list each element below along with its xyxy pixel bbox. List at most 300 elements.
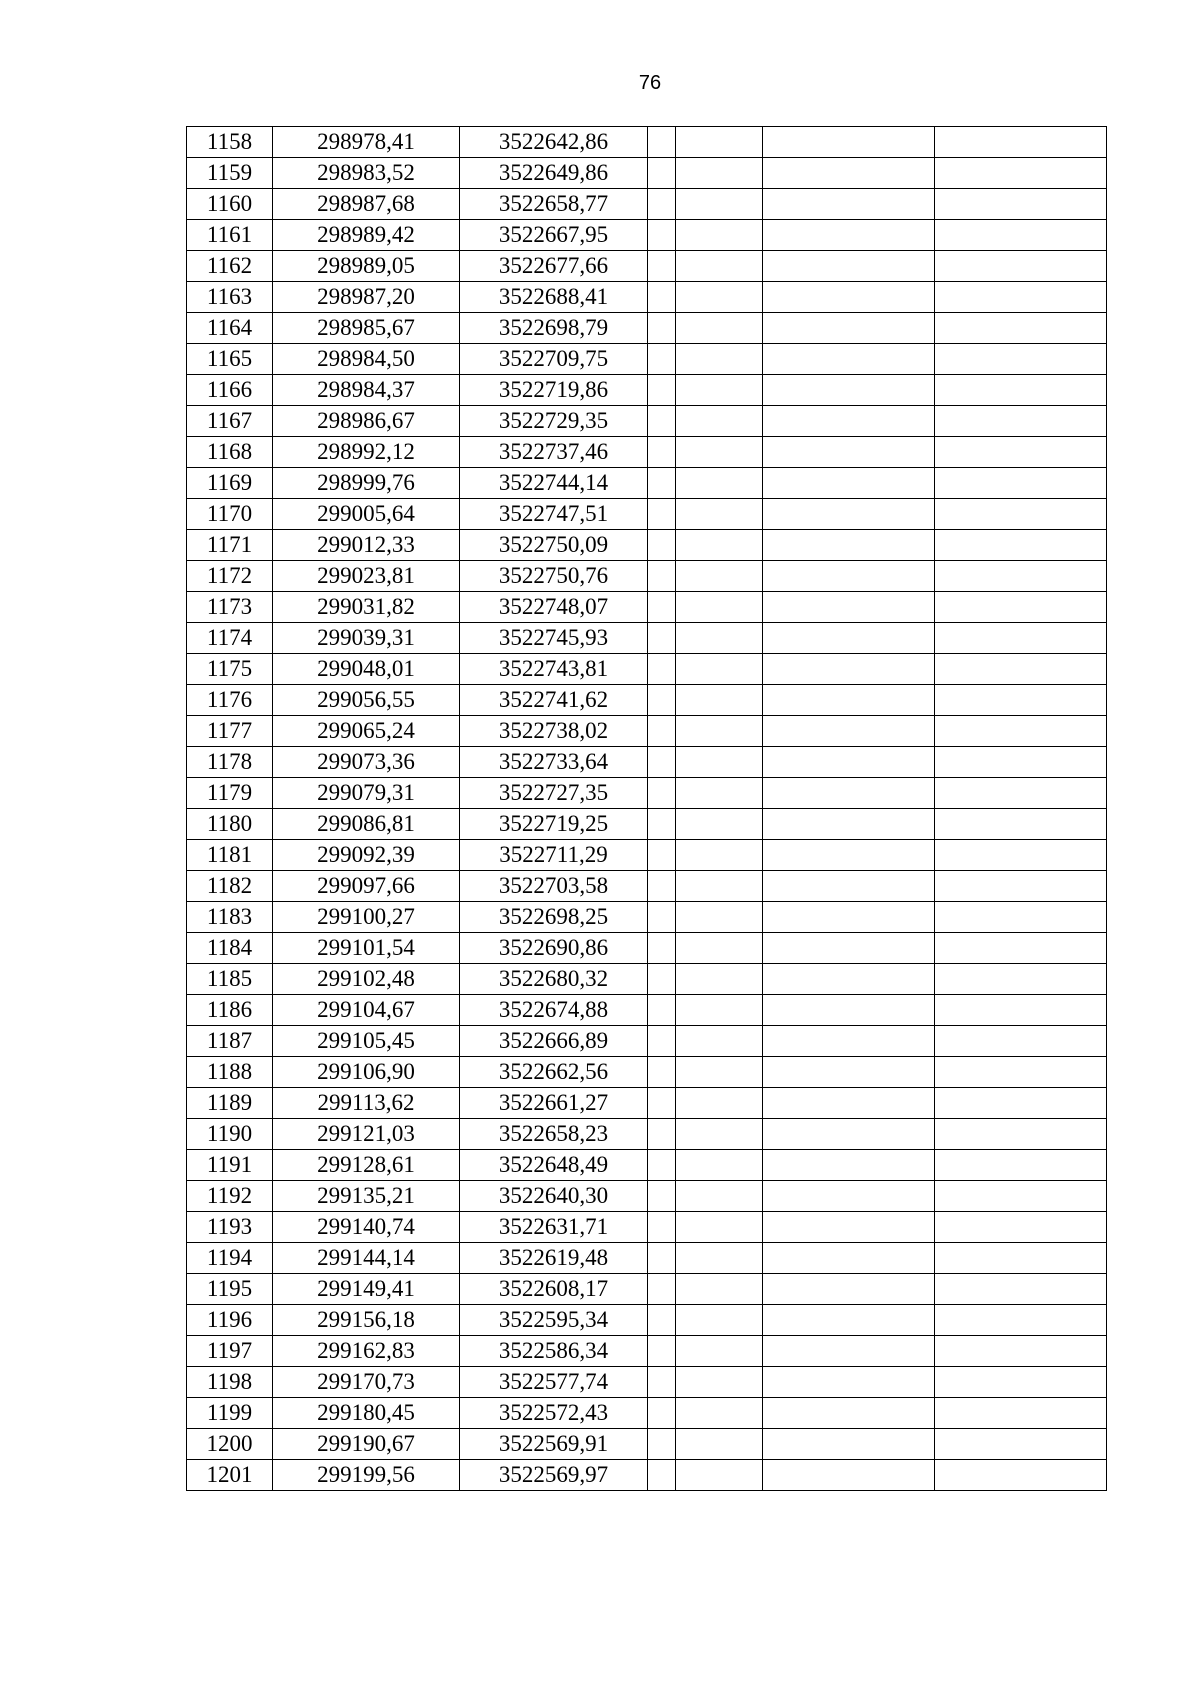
point-number-cell: 1199: [187, 1398, 273, 1429]
empty-cell: [763, 654, 935, 685]
table-row: [187, 1367, 1107, 1398]
table-row: [187, 1026, 1107, 1057]
point-number-cell: 1177: [187, 716, 273, 747]
x-coordinate-cell: 298987,68: [273, 189, 460, 220]
y-coordinate-cell: 3522608,17: [460, 1274, 648, 1305]
point-number-cell: 1193: [187, 1212, 273, 1243]
empty-cell: [648, 1367, 676, 1398]
y-coordinate-cell: 3522745,93: [460, 623, 648, 654]
empty-cell: [676, 1274, 763, 1305]
table-row: [187, 1460, 1107, 1491]
y-coordinate-cell: 3522667,95: [460, 220, 648, 251]
empty-cell: [935, 282, 1107, 313]
table-row: [187, 1212, 1107, 1243]
y-coordinate-cell: 3522677,66: [460, 251, 648, 282]
empty-cell: [935, 654, 1107, 685]
empty-cell: [676, 1150, 763, 1181]
point-number-cell: 1163: [187, 282, 273, 313]
point-number-cell: 1190: [187, 1119, 273, 1150]
point-number-cell: 1182: [187, 871, 273, 902]
table-row: [187, 375, 1107, 406]
y-coordinate-cell: 3522661,27: [460, 1088, 648, 1119]
empty-cell: [763, 840, 935, 871]
table-row: [187, 1336, 1107, 1367]
x-coordinate-cell: 299156,18: [273, 1305, 460, 1336]
empty-cell: [935, 1057, 1107, 1088]
empty-cell: [676, 251, 763, 282]
table-row: [187, 685, 1107, 716]
empty-cell: [648, 1026, 676, 1057]
empty-cell: [648, 313, 676, 344]
empty-cell: [935, 158, 1107, 189]
empty-cell: [935, 561, 1107, 592]
empty-cell: [676, 189, 763, 220]
point-number-cell: 1186: [187, 995, 273, 1026]
empty-cell: [676, 530, 763, 561]
y-coordinate-cell: 3522748,07: [460, 592, 648, 623]
x-coordinate-cell: 299031,82: [273, 592, 460, 623]
empty-cell: [763, 1367, 935, 1398]
y-coordinate-cell: 3522727,35: [460, 778, 648, 809]
empty-cell: [676, 1460, 763, 1491]
empty-cell: [648, 406, 676, 437]
empty-cell: [763, 1305, 935, 1336]
empty-cell: [648, 158, 676, 189]
x-coordinate-cell: 299180,45: [273, 1398, 460, 1429]
table-row: [187, 499, 1107, 530]
y-coordinate-cell: 3522666,89: [460, 1026, 648, 1057]
x-coordinate-cell: 298989,42: [273, 220, 460, 251]
x-coordinate-cell: 298983,52: [273, 158, 460, 189]
empty-cell: [648, 871, 676, 902]
empty-cell: [676, 716, 763, 747]
y-coordinate-cell: 3522658,23: [460, 1119, 648, 1150]
point-number-cell: 1175: [187, 654, 273, 685]
empty-cell: [763, 871, 935, 902]
empty-cell: [763, 747, 935, 778]
point-number-cell: 1181: [187, 840, 273, 871]
empty-cell: [763, 995, 935, 1026]
y-coordinate-cell: 3522698,25: [460, 902, 648, 933]
table-row: [187, 623, 1107, 654]
table-row: [187, 778, 1107, 809]
x-coordinate-cell: 299140,74: [273, 1212, 460, 1243]
table-row: [187, 530, 1107, 561]
x-coordinate-cell: 298992,12: [273, 437, 460, 468]
empty-cell: [935, 1088, 1107, 1119]
empty-cell: [935, 1305, 1107, 1336]
y-coordinate-cell: 3522662,56: [460, 1057, 648, 1088]
empty-cell: [935, 1429, 1107, 1460]
table-row: [187, 840, 1107, 871]
empty-cell: [763, 1460, 935, 1491]
empty-cell: [676, 1181, 763, 1212]
table-row: [187, 1150, 1107, 1181]
point-number-cell: 1170: [187, 499, 273, 530]
point-number-cell: 1159: [187, 158, 273, 189]
empty-cell: [676, 282, 763, 313]
empty-cell: [648, 1088, 676, 1119]
table-row: [187, 282, 1107, 313]
y-coordinate-cell: 3522750,09: [460, 530, 648, 561]
table-row: [187, 809, 1107, 840]
empty-cell: [648, 127, 676, 158]
x-coordinate-cell: 299086,81: [273, 809, 460, 840]
empty-cell: [763, 685, 935, 716]
table-row: [187, 902, 1107, 933]
y-coordinate-cell: 3522572,43: [460, 1398, 648, 1429]
x-coordinate-cell: 299100,27: [273, 902, 460, 933]
x-coordinate-cell: 299097,66: [273, 871, 460, 902]
y-coordinate-cell: 3522741,62: [460, 685, 648, 716]
point-number-cell: 1188: [187, 1057, 273, 1088]
empty-cell: [763, 1088, 935, 1119]
empty-cell: [676, 1367, 763, 1398]
empty-cell: [676, 561, 763, 592]
empty-cell: [763, 313, 935, 344]
point-number-cell: 1178: [187, 747, 273, 778]
empty-cell: [763, 189, 935, 220]
y-coordinate-cell: 3522733,64: [460, 747, 648, 778]
table-row: [187, 716, 1107, 747]
table-row: [187, 1181, 1107, 1212]
empty-cell: [676, 344, 763, 375]
y-coordinate-cell: 3522750,76: [460, 561, 648, 592]
y-coordinate-cell: 3522738,02: [460, 716, 648, 747]
empty-cell: [648, 623, 676, 654]
y-coordinate-cell: 3522586,34: [460, 1336, 648, 1367]
table-row: [187, 406, 1107, 437]
empty-cell: [935, 1398, 1107, 1429]
empty-cell: [676, 747, 763, 778]
empty-cell: [648, 220, 676, 251]
y-coordinate-cell: 3522747,51: [460, 499, 648, 530]
empty-cell: [676, 1212, 763, 1243]
empty-cell: [763, 437, 935, 468]
y-coordinate-cell: 3522631,71: [460, 1212, 648, 1243]
x-coordinate-cell: 299101,54: [273, 933, 460, 964]
x-coordinate-cell: 299023,81: [273, 561, 460, 592]
table-row: [187, 1398, 1107, 1429]
empty-cell: [648, 251, 676, 282]
empty-cell: [935, 530, 1107, 561]
empty-cell: [648, 189, 676, 220]
table-row: [187, 1088, 1107, 1119]
empty-cell: [935, 1150, 1107, 1181]
empty-cell: [648, 809, 676, 840]
x-coordinate-cell: 299106,90: [273, 1057, 460, 1088]
y-coordinate-cell: 3522658,77: [460, 189, 648, 220]
empty-cell: [763, 375, 935, 406]
point-number-cell: 1184: [187, 933, 273, 964]
empty-cell: [935, 1181, 1107, 1212]
y-coordinate-cell: 3522703,58: [460, 871, 648, 902]
empty-cell: [648, 344, 676, 375]
x-coordinate-cell: 299199,56: [273, 1460, 460, 1491]
table-row: [187, 437, 1107, 468]
empty-cell: [648, 499, 676, 530]
empty-cell: [763, 933, 935, 964]
empty-cell: [648, 1057, 676, 1088]
empty-cell: [648, 1243, 676, 1274]
empty-cell: [648, 840, 676, 871]
y-coordinate-cell: 3522649,86: [460, 158, 648, 189]
table-row: [187, 468, 1107, 499]
x-coordinate-cell: 299079,31: [273, 778, 460, 809]
y-coordinate-cell: 3522569,91: [460, 1429, 648, 1460]
empty-cell: [935, 902, 1107, 933]
empty-cell: [763, 406, 935, 437]
empty-cell: [763, 964, 935, 995]
empty-cell: [935, 313, 1107, 344]
x-coordinate-cell: 298978,41: [273, 127, 460, 158]
x-coordinate-cell: 299144,14: [273, 1243, 460, 1274]
y-coordinate-cell: 3522688,41: [460, 282, 648, 313]
empty-cell: [763, 1057, 935, 1088]
empty-cell: [935, 220, 1107, 251]
x-coordinate-cell: 299039,31: [273, 623, 460, 654]
empty-cell: [676, 623, 763, 654]
x-coordinate-cell: 299102,48: [273, 964, 460, 995]
empty-cell: [648, 1398, 676, 1429]
table-row: [187, 964, 1107, 995]
empty-cell: [935, 1460, 1107, 1491]
empty-cell: [935, 1243, 1107, 1274]
y-coordinate-cell: 3522619,48: [460, 1243, 648, 1274]
x-coordinate-cell: 299113,62: [273, 1088, 460, 1119]
x-coordinate-cell: 298985,67: [273, 313, 460, 344]
empty-cell: [676, 1305, 763, 1336]
empty-cell: [935, 437, 1107, 468]
x-coordinate-cell: 299190,67: [273, 1429, 460, 1460]
y-coordinate-cell: 3522569,97: [460, 1460, 648, 1491]
empty-cell: [676, 437, 763, 468]
y-coordinate-cell: 3522729,35: [460, 406, 648, 437]
empty-cell: [676, 809, 763, 840]
empty-cell: [648, 1274, 676, 1305]
table-row: [187, 561, 1107, 592]
x-coordinate-cell: 298984,37: [273, 375, 460, 406]
empty-cell: [935, 716, 1107, 747]
empty-cell: [763, 1181, 935, 1212]
empty-cell: [676, 1429, 763, 1460]
empty-cell: [763, 1429, 935, 1460]
empty-cell: [676, 1243, 763, 1274]
empty-cell: [763, 1336, 935, 1367]
point-number-cell: 1191: [187, 1150, 273, 1181]
empty-cell: [763, 592, 935, 623]
empty-cell: [935, 840, 1107, 871]
point-number-cell: 1162: [187, 251, 273, 282]
empty-cell: [676, 654, 763, 685]
empty-cell: [935, 127, 1107, 158]
y-coordinate-cell: 3522674,88: [460, 995, 648, 1026]
point-number-cell: 1167: [187, 406, 273, 437]
empty-cell: [935, 251, 1107, 282]
empty-cell: [676, 375, 763, 406]
empty-cell: [676, 871, 763, 902]
point-number-cell: 1187: [187, 1026, 273, 1057]
empty-cell: [648, 1429, 676, 1460]
empty-cell: [676, 313, 763, 344]
empty-cell: [648, 778, 676, 809]
y-coordinate-cell: 3522648,49: [460, 1150, 648, 1181]
empty-cell: [648, 1212, 676, 1243]
point-number-cell: 1164: [187, 313, 273, 344]
point-number-cell: 1195: [187, 1274, 273, 1305]
y-coordinate-cell: 3522577,74: [460, 1367, 648, 1398]
empty-cell: [763, 127, 935, 158]
empty-cell: [935, 995, 1107, 1026]
table-row: [187, 251, 1107, 282]
point-number-cell: 1158: [187, 127, 273, 158]
empty-cell: [676, 1088, 763, 1119]
empty-cell: [935, 406, 1107, 437]
empty-cell: [763, 623, 935, 654]
table-row: [187, 995, 1107, 1026]
point-number-cell: 1196: [187, 1305, 273, 1336]
coordinates-table: [186, 126, 1107, 1491]
empty-cell: [676, 220, 763, 251]
x-coordinate-cell: 298984,50: [273, 344, 460, 375]
empty-cell: [648, 747, 676, 778]
empty-cell: [935, 344, 1107, 375]
point-number-cell: 1169: [187, 468, 273, 499]
point-number-cell: 1201: [187, 1460, 273, 1491]
empty-cell: [763, 468, 935, 499]
x-coordinate-cell: 299005,64: [273, 499, 460, 530]
empty-cell: [648, 654, 676, 685]
y-coordinate-cell: 3522642,86: [460, 127, 648, 158]
empty-cell: [648, 685, 676, 716]
x-coordinate-cell: 298986,67: [273, 406, 460, 437]
empty-cell: [676, 1336, 763, 1367]
empty-cell: [648, 375, 676, 406]
point-number-cell: 1192: [187, 1181, 273, 1212]
x-coordinate-cell: 299092,39: [273, 840, 460, 871]
empty-cell: [648, 468, 676, 499]
empty-cell: [676, 468, 763, 499]
x-coordinate-cell: 299065,24: [273, 716, 460, 747]
empty-cell: [935, 1367, 1107, 1398]
x-coordinate-cell: 299073,36: [273, 747, 460, 778]
point-number-cell: 1168: [187, 437, 273, 468]
table-row: [187, 344, 1107, 375]
table-row: [187, 220, 1107, 251]
point-number-cell: 1197: [187, 1336, 273, 1367]
empty-cell: [648, 716, 676, 747]
empty-cell: [648, 1336, 676, 1367]
empty-cell: [763, 1243, 935, 1274]
table-row: [187, 1305, 1107, 1336]
table-row: [187, 189, 1107, 220]
point-number-cell: 1200: [187, 1429, 273, 1460]
empty-cell: [676, 964, 763, 995]
x-coordinate-cell: 298999,76: [273, 468, 460, 499]
empty-cell: [648, 561, 676, 592]
table-row: [187, 1429, 1107, 1460]
empty-cell: [763, 282, 935, 313]
empty-cell: [935, 623, 1107, 654]
table-row: [187, 1119, 1107, 1150]
empty-cell: [935, 1119, 1107, 1150]
empty-cell: [676, 499, 763, 530]
x-coordinate-cell: 299162,83: [273, 1336, 460, 1367]
y-coordinate-cell: 3522690,86: [460, 933, 648, 964]
x-coordinate-cell: 299135,21: [273, 1181, 460, 1212]
empty-cell: [648, 995, 676, 1026]
empty-cell: [935, 1274, 1107, 1305]
empty-cell: [648, 592, 676, 623]
empty-cell: [676, 778, 763, 809]
empty-cell: [676, 933, 763, 964]
empty-cell: [935, 1212, 1107, 1243]
point-number-cell: 1179: [187, 778, 273, 809]
empty-cell: [676, 158, 763, 189]
empty-cell: [763, 1212, 935, 1243]
empty-cell: [676, 1026, 763, 1057]
point-number-cell: 1183: [187, 902, 273, 933]
empty-cell: [763, 220, 935, 251]
x-coordinate-cell: 299056,55: [273, 685, 460, 716]
empty-cell: [676, 685, 763, 716]
empty-cell: [676, 592, 763, 623]
table-row: [187, 1057, 1107, 1088]
empty-cell: [648, 1181, 676, 1212]
empty-cell: [676, 1119, 763, 1150]
y-coordinate-cell: 3522737,46: [460, 437, 648, 468]
empty-cell: [935, 871, 1107, 902]
x-coordinate-cell: 298987,20: [273, 282, 460, 313]
point-number-cell: 1165: [187, 344, 273, 375]
y-coordinate-cell: 3522719,86: [460, 375, 648, 406]
x-coordinate-cell: 299128,61: [273, 1150, 460, 1181]
empty-cell: [648, 282, 676, 313]
table-row: [187, 1274, 1107, 1305]
table-row: [187, 1243, 1107, 1274]
page-number: 76: [638, 72, 662, 94]
empty-cell: [763, 778, 935, 809]
y-coordinate-cell: 3522744,14: [460, 468, 648, 499]
empty-cell: [676, 840, 763, 871]
empty-cell: [648, 1460, 676, 1491]
empty-cell: [935, 933, 1107, 964]
point-number-cell: 1180: [187, 809, 273, 840]
table-row: [187, 654, 1107, 685]
empty-cell: [935, 189, 1107, 220]
empty-cell: [935, 592, 1107, 623]
empty-cell: [935, 1336, 1107, 1367]
empty-cell: [935, 1026, 1107, 1057]
table-row: [187, 313, 1107, 344]
empty-cell: [648, 530, 676, 561]
empty-cell: [763, 530, 935, 561]
point-number-cell: 1171: [187, 530, 273, 561]
empty-cell: [676, 406, 763, 437]
y-coordinate-cell: 3522709,75: [460, 344, 648, 375]
empty-cell: [935, 468, 1107, 499]
empty-cell: [763, 1398, 935, 1429]
y-coordinate-cell: 3522711,29: [460, 840, 648, 871]
empty-cell: [763, 158, 935, 189]
empty-cell: [935, 499, 1107, 530]
empty-cell: [935, 685, 1107, 716]
point-number-cell: 1189: [187, 1088, 273, 1119]
point-number-cell: 1160: [187, 189, 273, 220]
empty-cell: [763, 561, 935, 592]
table-body: [187, 127, 1107, 1491]
empty-cell: [935, 809, 1107, 840]
